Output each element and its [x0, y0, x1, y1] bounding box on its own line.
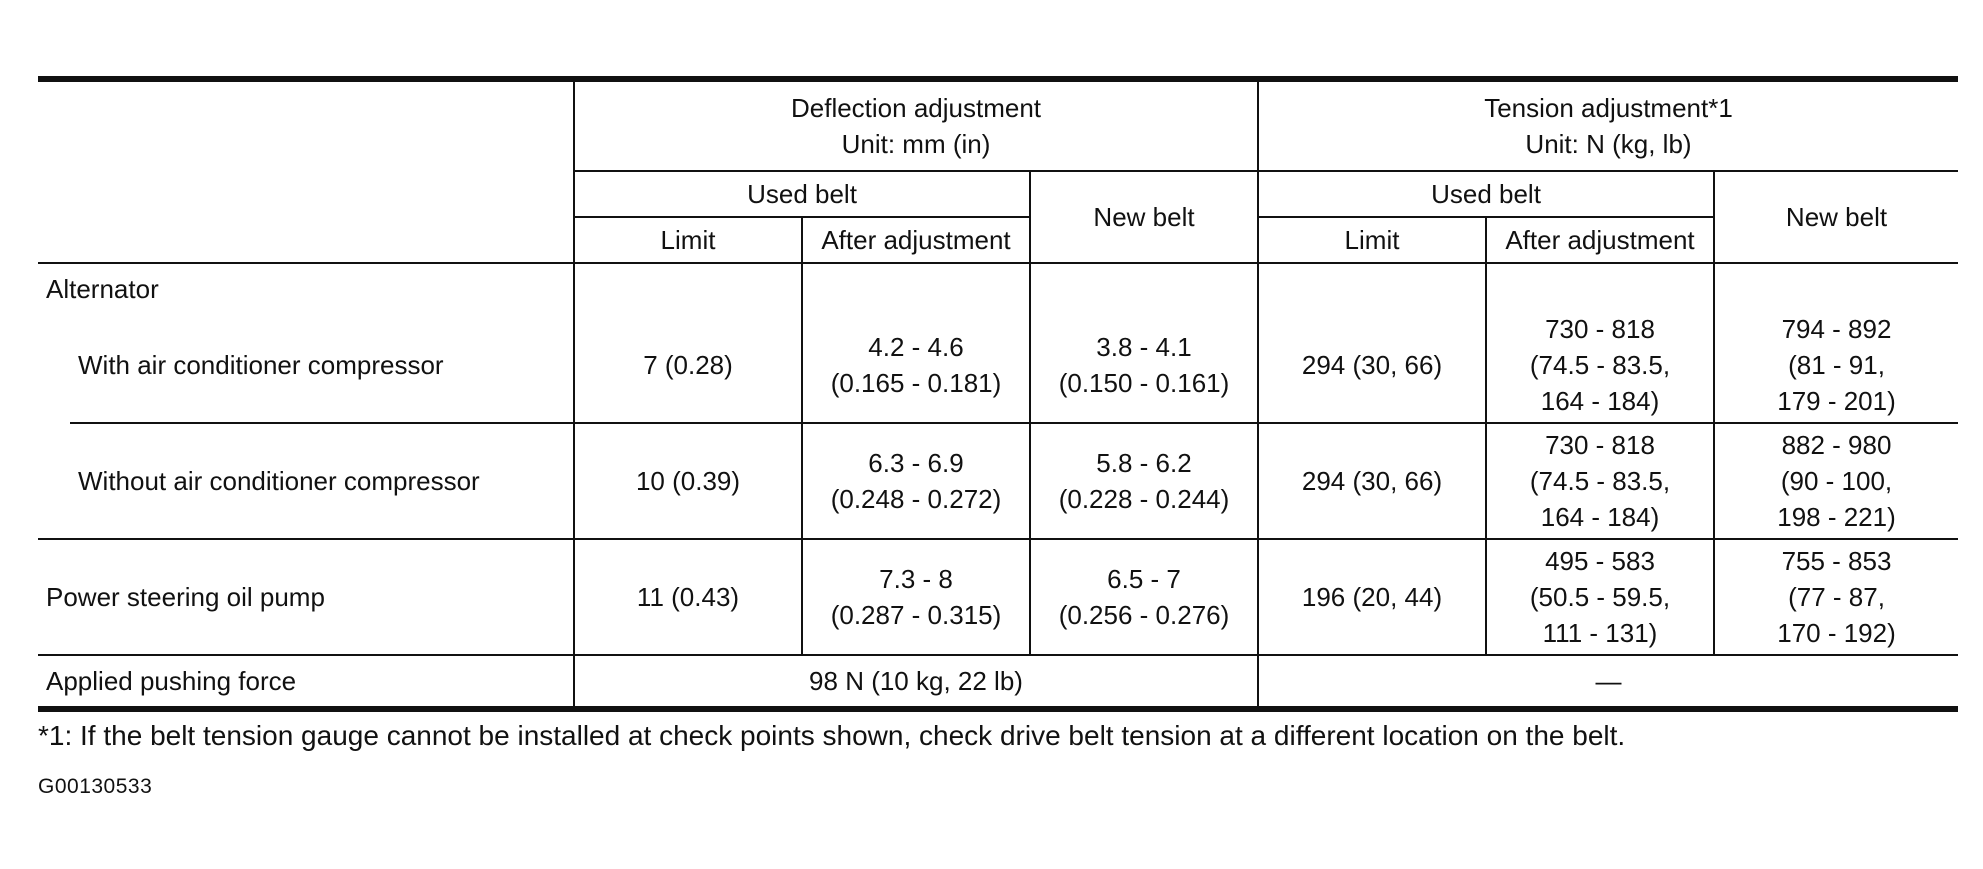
figure-code: G00130533	[38, 775, 153, 798]
deflection-new-belt-cell: 3.8 - 4.1 (0.150 - 0.161)	[1030, 307, 1258, 423]
row-label-with-ac: With air conditioner compressor	[38, 307, 574, 423]
pushing-force-deflection-value: 98 N (10 kg, 22 lb)	[574, 655, 1258, 709]
deflection-after-adjustment-header: After adjustment	[802, 217, 1030, 263]
indented-row-divider	[70, 422, 573, 424]
deflection-adjustment-header	[574, 79, 1258, 171]
deflection-limit-cell: 10 (0.39)	[574, 423, 802, 539]
tension-used-belt-header: Used belt	[1258, 171, 1714, 217]
tension-new-belt-cell: 882 - 980 (90 - 100, 198 - 221)	[1714, 423, 1958, 539]
tension-limit-cell: 294 (30, 66)	[1258, 307, 1486, 423]
row-label-pushing-force: Applied pushing force	[38, 655, 574, 709]
deflection-limit-cell: 7 (0.28)	[574, 307, 802, 423]
tension-after-adjustment-cell: 730 - 818 (74.5 - 83.5, 164 - 184)	[1486, 307, 1714, 423]
deflection-limit-header: Limit	[574, 217, 802, 263]
header-corner-cell	[38, 79, 574, 263]
deflection-new-belt-cell: 6.5 - 7 (0.256 - 0.276)	[1030, 539, 1258, 655]
deflection-after-adjustment-cell: 6.3 - 6.9 (0.248 - 0.272)	[802, 423, 1030, 539]
tension-after-adjustment-cell: 730 - 818 (74.5 - 83.5, 164 - 184)	[1486, 423, 1714, 539]
belt-spec-table-container	[38, 76, 1958, 712]
tension-adjustment-header	[1258, 79, 1958, 171]
pushing-force-tension-value: —	[1258, 655, 1958, 709]
belt-spec-table	[38, 76, 1958, 712]
tension-new-belt-cell: 794 - 892 (81 - 91, 179 - 201)	[1714, 307, 1958, 423]
tension-after-adjustment-header: After adjustment	[1486, 217, 1714, 263]
row-label-without-ac: Without air conditioner compressor	[38, 423, 574, 539]
tension-limit-cell: 294 (30, 66)	[1258, 423, 1486, 539]
deflection-header-unit: Unit: mm (in)	[841, 129, 991, 159]
tension-new-belt-cell: 755 - 853 (77 - 87, 170 - 192)	[1714, 539, 1958, 655]
deflection-after-adjustment-cell: 7.3 - 8 (0.287 - 0.315)	[802, 539, 1030, 655]
tension-after-adjustment-cell: 495 - 583 (50.5 - 59.5, 111 - 131)	[1486, 539, 1714, 655]
deflection-new-belt-cell: 5.8 - 6.2 (0.228 - 0.244)	[1030, 423, 1258, 539]
deflection-limit-cell: 11 (0.43)	[574, 539, 802, 655]
deflection-after-adjustment-cell: 4.2 - 4.6 (0.165 - 0.181)	[802, 307, 1030, 423]
deflection-new-belt-header: New belt	[1030, 171, 1258, 263]
deflection-used-belt-header: Used belt	[574, 171, 1030, 217]
tension-new-belt-header: New belt	[1714, 171, 1958, 263]
alternator-group-label: Alternator	[38, 263, 574, 307]
tension-header-title: Tension adjustment*1	[1484, 93, 1733, 123]
tension-header-unit: Unit: N (kg, lb)	[1525, 129, 1692, 159]
tension-limit-header: Limit	[1258, 217, 1486, 263]
footnote-text: *1: If the belt tension gauge cannot be installed at check points shown, check drive belt tension at a different location on the belt.	[38, 720, 1626, 751]
tension-limit-cell: 196 (20, 44)	[1258, 539, 1486, 655]
deflection-header-title: Deflection adjustment	[790, 93, 1042, 123]
row-label-power-steering: Power steering oil pump	[38, 539, 574, 655]
